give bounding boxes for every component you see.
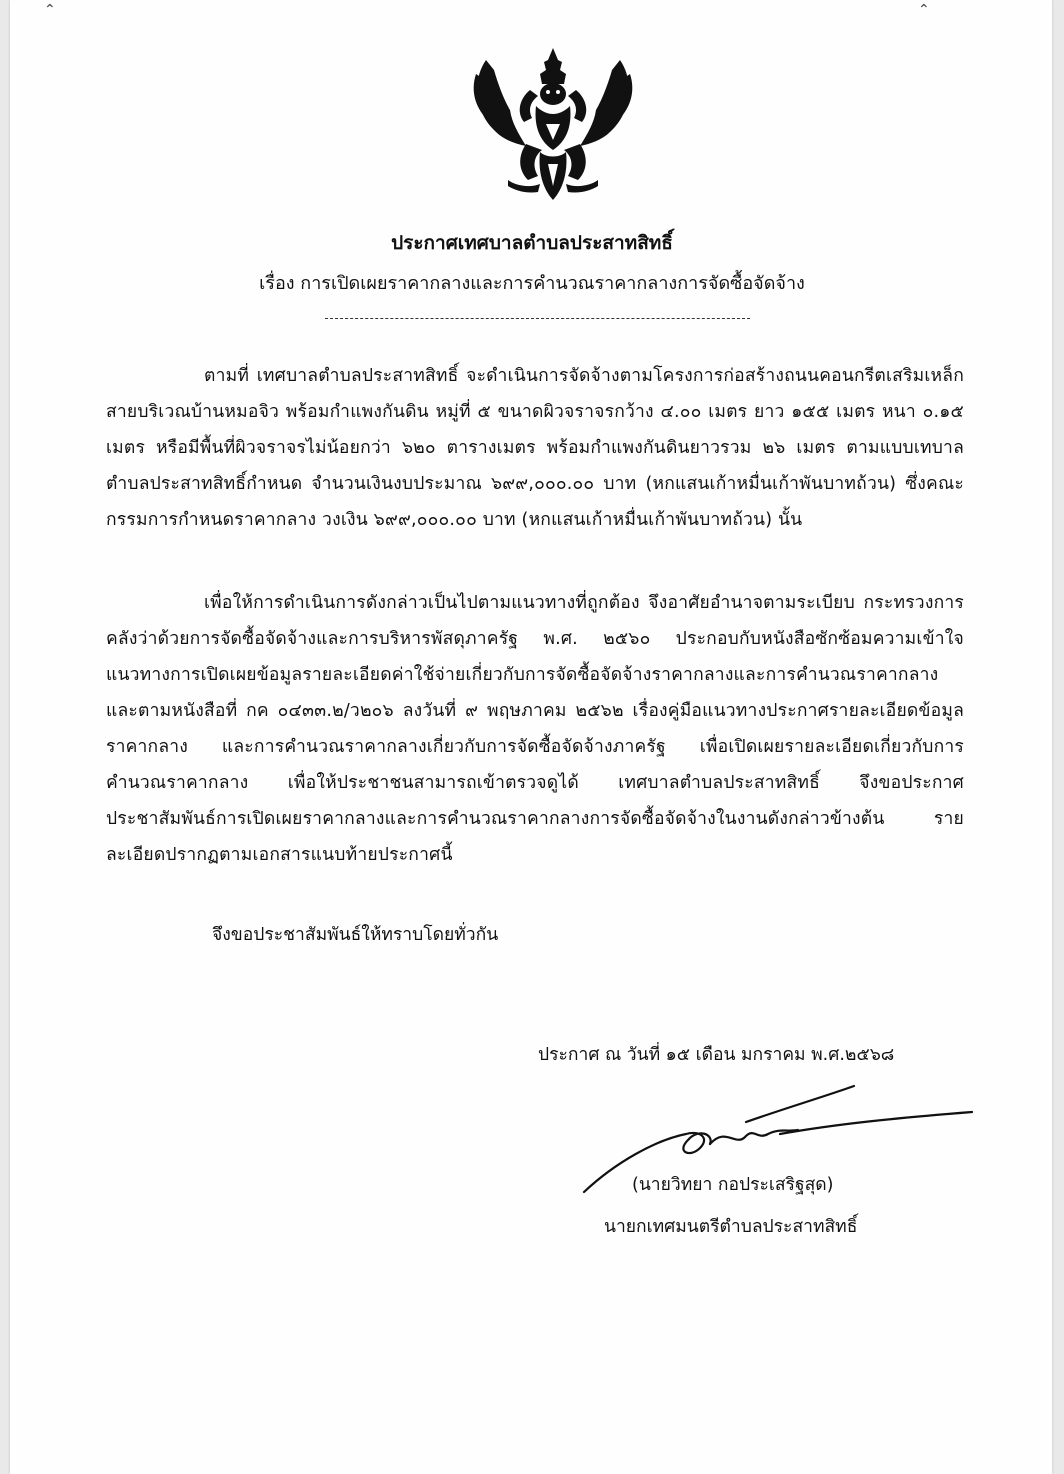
body-paragraph-1: ตามที่ เทศบาลตำบลประสาทสิทธิ์ จะดำเนินการจัดจ้างตามโครงการก่อสร้างถนนคอนกรีตเสริมเหล็ก สายบริเวณบ้านหมอจิว พร้อมกำแพงกันดิน หมู่ที่ ๕ ขนาดผิวจราจรกว้าง ๔.๐๐ เมตร ยาว ๑๕๕ เมตร หนา ๐.๑๕ เมตร หรือมีพื้นที่ผิวจราจรไม่น้อยกว่า ๖๒๐ ตารางเมตร พร้อมกำแพงกันดินยาวรวม ๒๖ เมตร ตามแบบเทบาลตำบลประสาทสิทธิ์กำหนด จำนวนเงินงบประมาณ ๖๙๙,๐๐๐.๐๐ บาท (หกแสนเก้าหมื่นเก้าพันบาทถ้วน) ซึ่งคณะกรรมการกำหนดราคากลาง วงเงิน ๖๙๙,๐๐๐.๐๐ บาท (หกแสนเก้าหมื่นเก้าพันบาทถ้วน) นั้น <box>106 366 964 530</box>
signer-name: (นายวิทยา กอประเสริฐสุด) <box>632 1175 834 1195</box>
announcement-title: ประกาศเทศบาลตำบลประสาทสิทธิ์ <box>391 232 673 254</box>
garuda-emblem-icon <box>468 40 638 210</box>
corner-mark-left: ⌃ <box>44 2 56 18</box>
announcement-subject: เรื่อง การเปิดเผยราคากลางและการคำนวณราคากลางการจัดซื้อจัดจ้าง <box>259 273 805 294</box>
signer-position: นายกเทศมนตรีตำบลประสาทสิทธิ์ <box>604 1217 858 1237</box>
announcement-date: ประกาศ ณ วันที่ ๑๕ เดือน มกราคม พ.ศ.๒๕๖๘ <box>538 1045 895 1065</box>
corner-mark-right: ⌃ <box>918 2 930 18</box>
body-paragraph-2: เพื่อให้การดำเนินการดังกล่าวเป็นไปตามแนวทางที่ถูกต้อง จึงอาศัยอำนาจตามระเบียบ กระทรวงการคลังว่าด้วยการจัดซื้อจัดจ้างและการบริหารพัสดุภาครัฐ พ.ศ. ๒๕๖๐ ประกอบกับหนังสือซักซ้อมความเข้าใจแนวทางการเปิดเผยข้อมูลรายละเอียดค่าใช้จ่ายเกี่ยวกับการจัดซื้อจัดจ้างราคากลางและการคำนวณราคากลาง และตามหนังสือที่ กค ๐๔๓๓.๒/ว๒๐๖ ลงวันที่ ๙ พฤษภาคม ๒๕๖๒ เรื่องคู่มือแนวทางประกาศรายละเอียดข้อมูลราคากลาง และการคำนวณราคากลางเกี่ยวกับการจัดซื้อจัดจ้างภาครัฐ เพื่อเปิดเผยรายละเอียดเกี่ยวกับการคำนวณราคากลาง เพื่อให้ประชาชนสามารถเข้าตรวจดูได้ เทศบาลตำบลประสาทสิทธิ์ จึงขอประกาศประชาสัมพันธ์การเปิดเผยราคากลางและการคำนวณราคากลางการจัดซื้อจัดจ้างในงานดังกล่าวข้างต้น รายละเอียดปรากฏตามเอกสารแนบท้ายประกาศนี้ <box>106 593 964 865</box>
title-divider <box>325 318 750 319</box>
closing-statement: จึงขอประชาสัมพันธ์ให้ทราบโดยทั่วกัน <box>212 925 499 945</box>
